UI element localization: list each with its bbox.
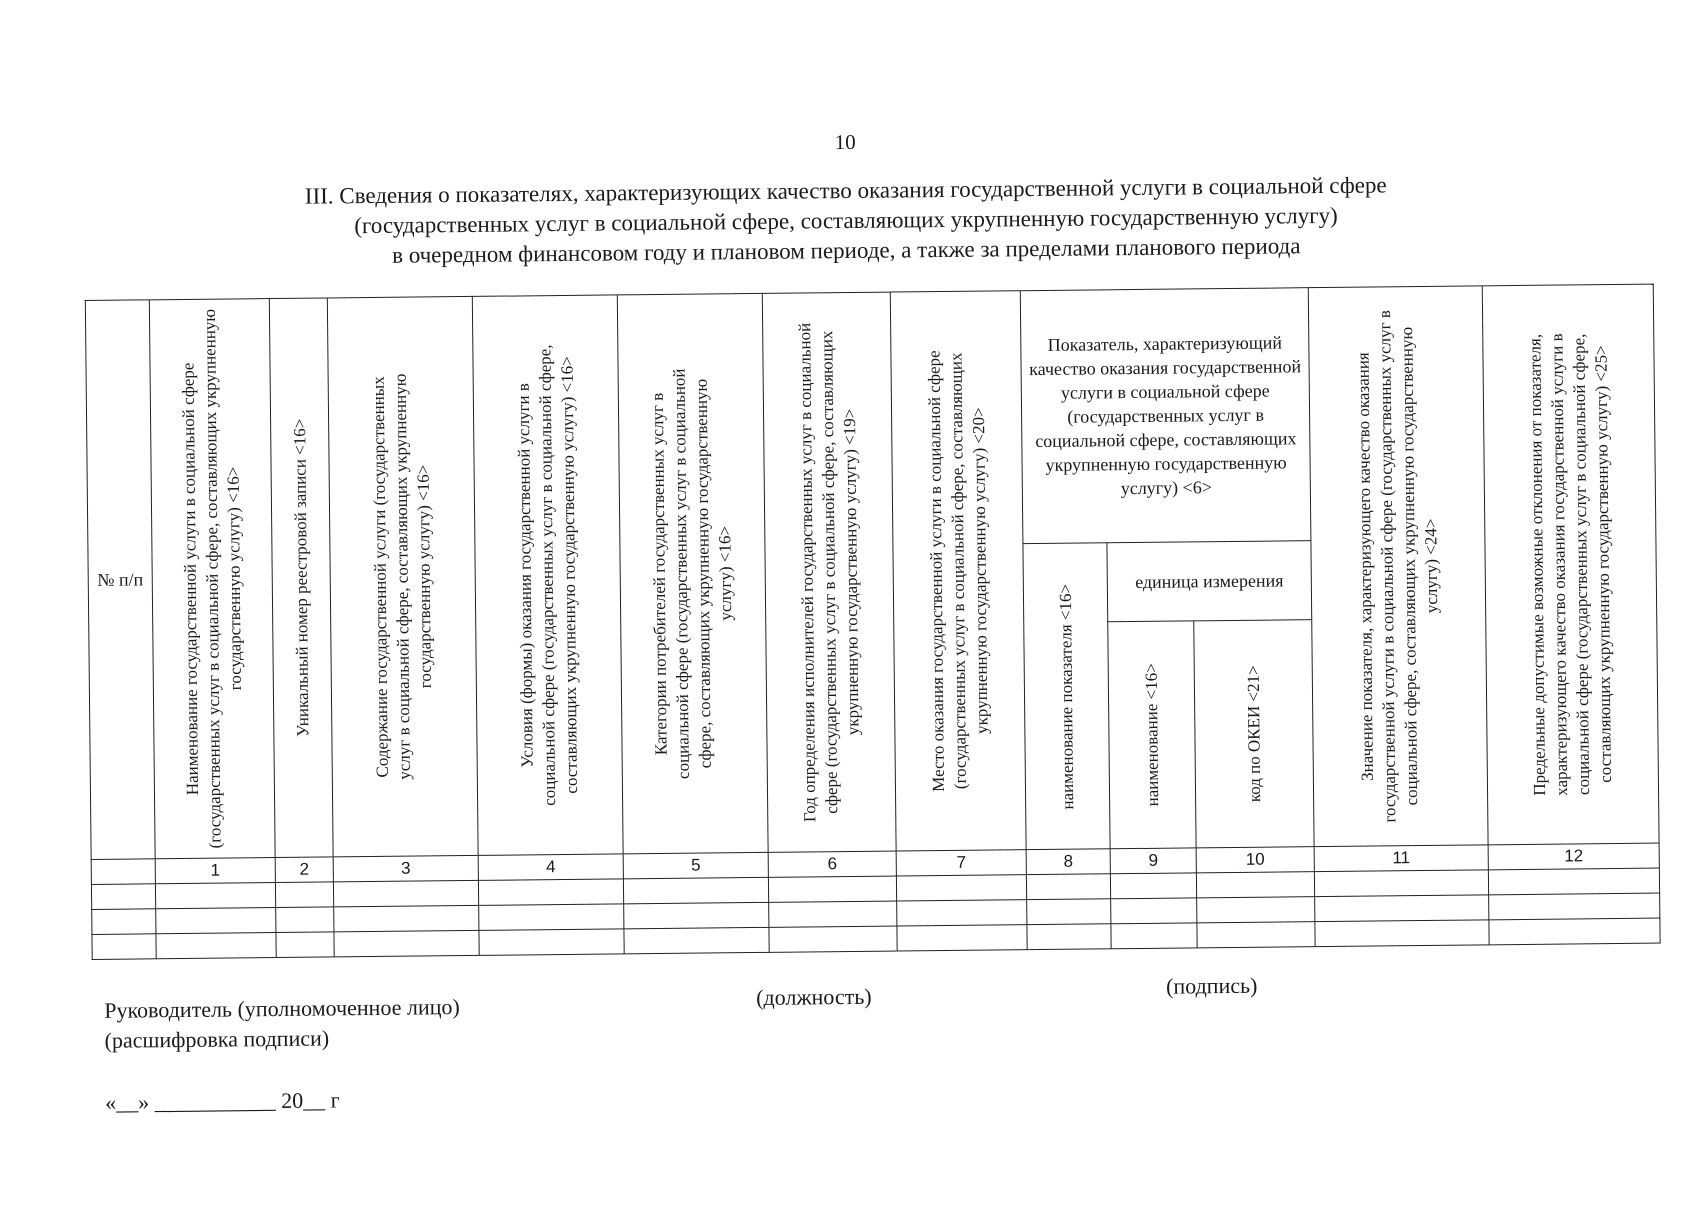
table-cell[interactable]: [276, 907, 334, 933]
table-cell[interactable]: [479, 904, 624, 931]
header-unit-group: единица измерения: [1107, 541, 1312, 622]
column-number: 9: [1110, 848, 1196, 874]
table-cell[interactable]: [276, 932, 334, 958]
column-number: 4: [478, 854, 623, 881]
column-number: 1: [155, 858, 275, 884]
table-cell[interactable]: [334, 930, 479, 957]
table-cell[interactable]: [1111, 898, 1197, 924]
table-cell[interactable]: [1026, 874, 1110, 900]
table-cell[interactable]: [1027, 899, 1111, 925]
column-number: 11: [1314, 845, 1488, 872]
header-okei-code: [1194, 620, 1314, 848]
table-cell[interactable]: [768, 876, 896, 902]
header-allowed-deviation: [1482, 284, 1659, 845]
column-number: 12: [1488, 843, 1659, 870]
header-service-content: [327, 296, 478, 856]
table-cell[interactable]: [479, 929, 624, 956]
table-cell[interactable]: [897, 900, 1027, 926]
table-cell[interactable]: [1489, 893, 1660, 920]
table-cell[interactable]: [155, 883, 275, 909]
table-cell[interactable]: [1488, 868, 1659, 895]
signature-decoding-label: (расшифровка подписи): [104, 1025, 330, 1053]
header-allowed-deviation-text: Предельные допустимые возможные отклонения от показателя, характеризующего качество оказания государственной услуги в социальной сфере (государственных услуг в социальной сфере, составляющих укрупненную государственную услугу) <25>: [1525, 333, 1615, 796]
header-service-place: [890, 291, 1026, 851]
header-registry-number-text: Уникальный номер реестровой записи <16>: [289, 418, 312, 737]
table-cell[interactable]: [1314, 870, 1488, 897]
table-cell[interactable]: [623, 877, 768, 904]
table-cell[interactable]: [624, 927, 769, 954]
position-label: (должность): [756, 983, 872, 1011]
table-cell[interactable]: [624, 902, 769, 929]
column-number: 10: [1196, 847, 1314, 873]
column-number: 8: [1026, 849, 1110, 875]
column-number: 5: [623, 852, 768, 879]
quality-indicators-table: [85, 284, 1661, 960]
header-executor-year-text: Год определения исполнителей государственных услуг в социальной сфере (государственных услуг в социальной сфере, составляющих укрупненную государственную услугу) <19>: [794, 322, 862, 823]
header-indicator-group: Показатель, характеризующий качество оказания государственной услуги в социальной сфере (государственных услуг в социальной сфере, составляющих укрупненную государственную услугу) <6>: [1020, 288, 1311, 544]
header-service-place-text: Место оказания государственной услуги в социальной сфере (государственных услуг в социальной сфере, составляющих укрупненную государственную услугу) <20>: [923, 350, 991, 792]
section-title: [196, 169, 1497, 273]
header-service-conditions: [472, 295, 623, 855]
table-cell[interactable]: [156, 908, 276, 934]
header-unit-name-text: наименование <16>: [1141, 663, 1162, 807]
header-consumer-categories-text: Категории потребителей государственных услуг в социальной сфере (государственных услуг в социальной сфере, составляющих укрупненную государственную услугу) <16>: [647, 368, 736, 780]
header-consumer-categories: [617, 293, 768, 853]
title-line-2: (государственных услуг в социальной сфере, составляющих укрупненную государственную услугу): [354, 202, 1338, 239]
header-indicator-value-text: Значение показателя, характеризующего качество оказания государственной услуги в социальной сфере (государственных услуг в социальной сфере, составляющих укрупненную государственную услугу) <24>: [1352, 310, 1441, 823]
table-cell[interactable]: [334, 905, 479, 932]
table-cell[interactable]: [92, 909, 156, 935]
column-number: 7: [896, 850, 1026, 876]
table-cell[interactable]: [1489, 918, 1660, 945]
header-service-name: [149, 299, 275, 859]
column-number: 2: [275, 857, 333, 883]
table-cell[interactable]: [1315, 895, 1489, 922]
header-executor-year: [762, 292, 896, 852]
title-line-3: в очередном финансовом году и плановом периоде, а также за пределами планового периода: [392, 233, 1301, 268]
table-cell[interactable]: [769, 926, 897, 952]
table-cell[interactable]: [1315, 920, 1489, 947]
page-number: 10: [834, 129, 856, 155]
column-number: 6: [768, 851, 896, 877]
table-cell[interactable]: [92, 934, 156, 960]
header-okei-code-text: код по ОКЕИ <21>: [1243, 665, 1264, 803]
table-cell[interactable]: [1197, 897, 1315, 923]
table-cell[interactable]: [91, 884, 155, 910]
table-cell[interactable]: [1196, 872, 1314, 898]
column-number-blank: [91, 859, 155, 885]
head-label: Руководитель (уполномоченное лицо): [104, 994, 460, 1023]
table-cell[interactable]: [1027, 924, 1111, 950]
table-cell[interactable]: [1110, 873, 1196, 899]
header-unit-name: [1108, 621, 1196, 849]
header-service-name-text: Наименование государственной услуги в социальной сфере (государственных услуг в социальной сфере, составляющих укрупненную государственную услугу) <16>: [177, 308, 245, 849]
header-row-number: № п/п: [85, 300, 155, 860]
column-number: 3: [333, 855, 478, 882]
header-service-content-text: Содержание государственной услуги (государственных услуг в социальной сфере, составляющих укрупненную государственную услугу) <16>: [368, 373, 435, 780]
title-line-1: III. Сведения о показателях, характеризующих качество оказания государственной услуги в социальной сфере: [304, 172, 1387, 209]
table-cell[interactable]: [1111, 923, 1197, 949]
signature-head-block: [104, 992, 460, 1056]
header-indicator-name-text: наименование показателя <16>: [1055, 583, 1077, 810]
table-cell[interactable]: [896, 875, 1026, 901]
header-indicator-value: [1308, 286, 1488, 847]
header-indicator-name: [1023, 543, 1110, 850]
table-cell[interactable]: [156, 933, 276, 959]
table-cell[interactable]: [275, 882, 333, 908]
table-cell[interactable]: [769, 901, 897, 927]
table-cell[interactable]: [333, 880, 478, 907]
table-cell[interactable]: [897, 925, 1027, 951]
date-line[interactable]: «__» ___________ 20__ г: [105, 1087, 340, 1115]
signature-label: (подпись): [1165, 972, 1258, 999]
header-service-conditions-text: Условия (формы) оказания государственной услуги в социальной сфере (государственных услуг в социальной сфере, составляющих укрупненную государственную услугу) <16>: [513, 344, 582, 806]
header-registry-number: [269, 298, 333, 858]
table-cell[interactable]: [478, 879, 623, 906]
table-cell[interactable]: [1197, 922, 1315, 948]
